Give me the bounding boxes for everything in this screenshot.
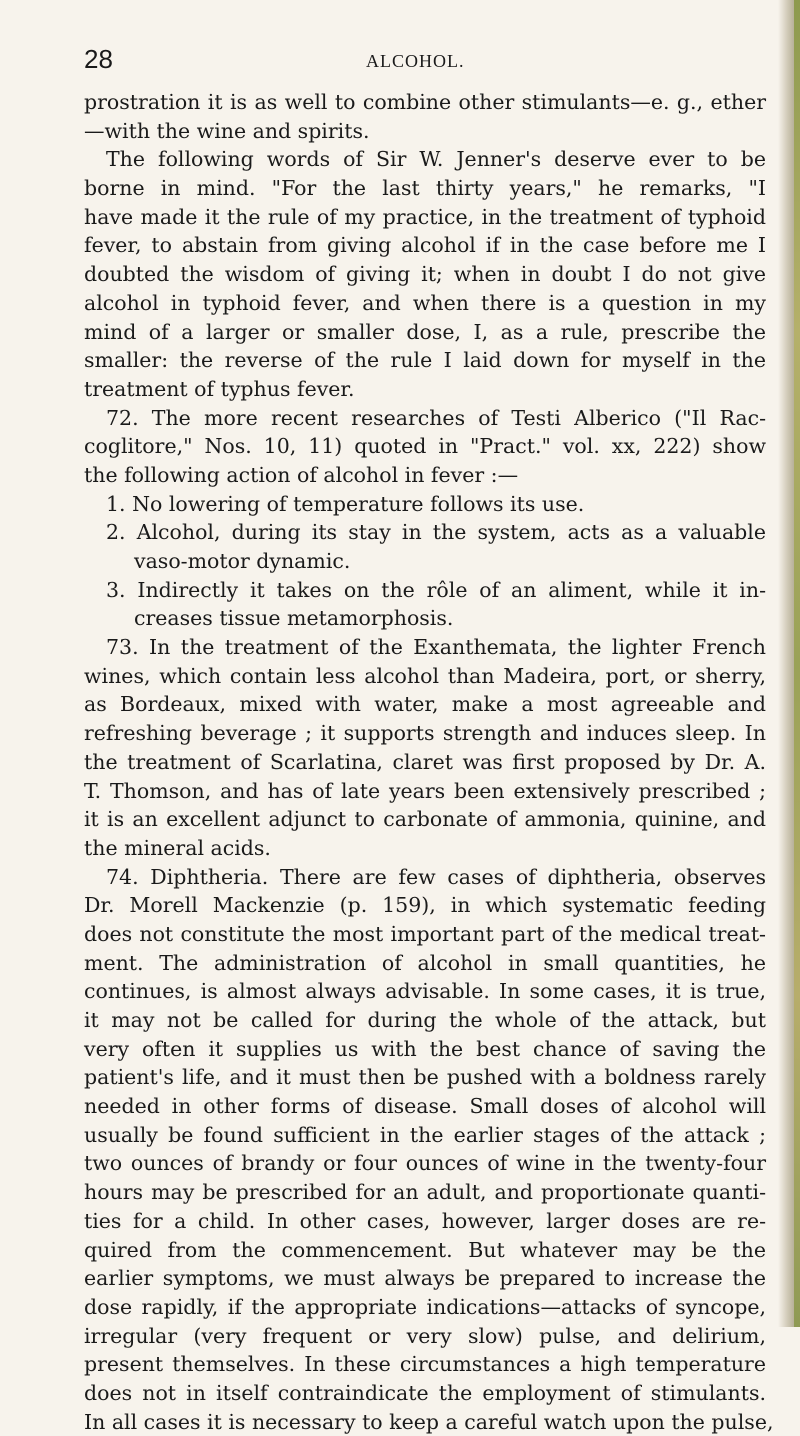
text-line: alcohol in typhoid fever, and when there is a question in my [84,290,766,315]
text-line: smaller: the reverse of the rule I laid down for myself in the [84,348,766,373]
page-header [84,44,764,74]
text-line: as Bordeaux, mixed with water, make a most agreeable and [84,692,766,717]
page-number: 28 [84,44,113,74]
text-line: 1. No lowering of temperature follows its use. [106,491,585,516]
running-title: ALCOHOL. [366,51,465,71]
text-line: prostration it is as well to combine other stimulants—e. g., ether [84,90,766,114]
text-line: The following words of Sir W. Jenner's deserve ever to be [106,147,766,172]
text-line: patient's life, and it must then be pushed with a boldness rarely [84,1065,766,1090]
text-line: usually be found sufficient in the earlier stages of the attack ; [84,1122,766,1147]
text-line: Dr. Morell Mackenzie (p. 159), in which systematic feeding [84,893,766,918]
text-line: coglitore," Nos. 10, 11) quoted in "Pract." vol. xx, 222) show [84,434,766,459]
text-line: borne in mind. "For the last thirty years," he remarks, "I [84,176,766,201]
text-line: vaso-motor dynamic. [134,549,351,573]
text-line: the mineral acids. [84,835,271,860]
text-line: —with the wine and spirits. [84,118,370,143]
text-line: 2. Alcohol, during its stay in the system, acts as a valuable [106,520,766,545]
text-line: mind of a larger or smaller dose, I, as a rule, prescribe the [84,319,766,344]
text-line: hours may be prescribed for an adult, and proportionate quanti- [84,1180,766,1205]
text-line: 72. The more recent researches of Testi Alberico ("Il Rac- [106,405,766,430]
text-line: two ounces of brandy or four ounces of wine in the twenty-four [84,1151,766,1176]
text-line: 73. In the treatment of the Exanthemata, the lighter French [106,635,766,660]
text-line: needed in other forms of disease. Small doses of alcohol will [84,1094,766,1119]
text-line: refreshing beverage ; it supports strength and induces sleep. In [84,721,766,746]
text-line: ment. The administration of alcohol in small quantities, he [84,950,766,975]
text-line: In all cases it is necessary to keep a careful watch upon the pulse, [84,1409,774,1434]
text-line: creases tissue metamorphosis. [134,606,454,631]
text-line: present themselves. In these circumstances a high temperature [84,1352,766,1377]
text-line: treatment of typhus fever. [84,376,355,401]
body-text [84,88,774,1436]
text-line: fever, to abstain from giving alcohol if in the case before me I [84,233,766,258]
text-line: wines, which contain less alcohol than Madeira, port, or sherry, [84,663,766,688]
text-line: continues, is almost always advisable. In some cases, it is true, [84,979,766,1004]
text-line: the following action of alcohol in fever :— [84,462,519,487]
text-line: it may not be called for during the whole of the attack, but [84,1008,766,1032]
text-line: irregular (very frequent or very slow) pulse, and delirium, [84,1323,766,1348]
text-line: ties for a child. In other cases, however, larger doses are re- [84,1208,766,1233]
text-line: very often it supplies us with the best chance of saving the [84,1036,766,1061]
text-line: doubted the wisdom of giving it; when in doubt I do not give [84,262,766,287]
text-line: 74. Diphtheria. There are few cases of diphtheria, observes [106,864,766,889]
text-line: it is an excellent adjunct to carbonate of ammonia, quinine, and [84,807,766,832]
text-line: quired from the commencement. But whatever may be the [84,1237,766,1262]
text-line: does not constitute the most important part of the medical treat- [84,921,766,946]
text-line: 3. Indirectly it takes on the rôle of an aliment, while it in- [106,577,766,602]
text-line: T. Thomson, and has of late years been extensively prescribed ; [84,778,766,803]
text-line: does not in itself contraindicate the employment of stimulants. [84,1380,766,1405]
text-line: the treatment of Scarlatina, claret was first proposed by Dr. A. [84,749,766,774]
book-spine-edge [794,0,800,1327]
text-line: have made it the rule of my practice, in the treatment of typhoid [84,204,766,229]
text-line: earlier symptoms, we must always be prepared to increase the [84,1266,766,1291]
text-line: dose rapidly, if the appropriate indications—attacks of syncope, [84,1294,766,1319]
